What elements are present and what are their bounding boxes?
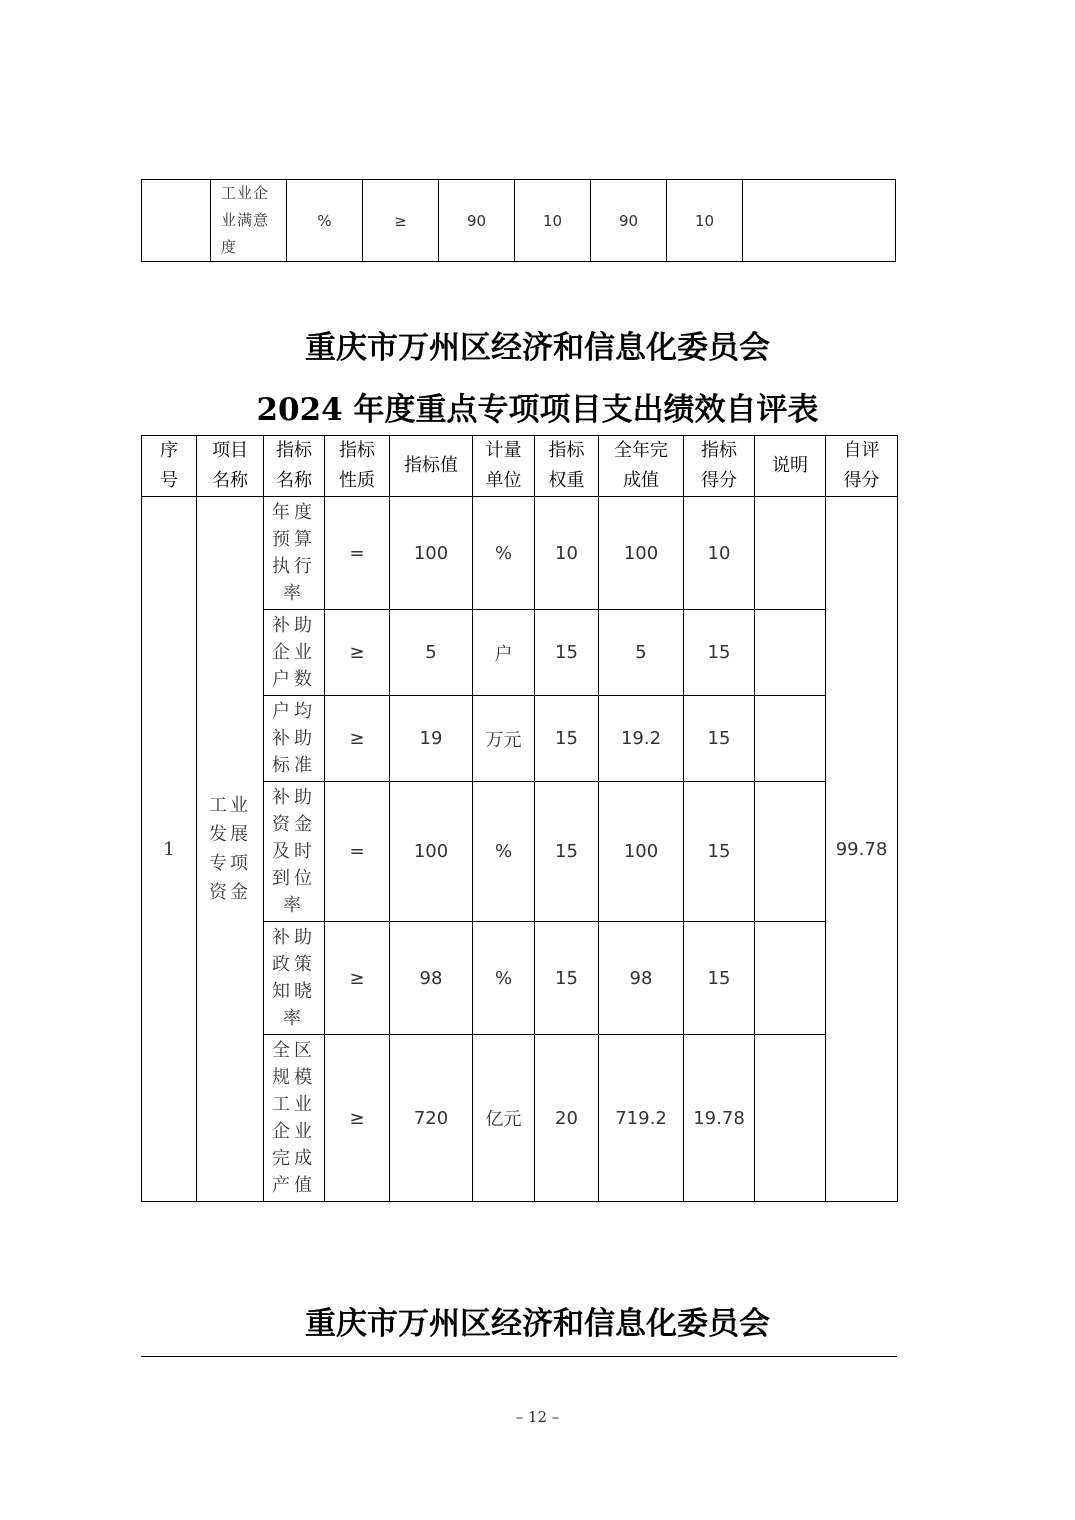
- value-cell: 720: [390, 1035, 473, 1202]
- header-cell: 指标 名称: [264, 436, 325, 497]
- nature-cell: =: [325, 782, 390, 922]
- actual-cell: 90: [591, 180, 667, 262]
- header-cell: 自评 得分: [826, 436, 898, 497]
- unit-cell: 亿元: [473, 1035, 535, 1202]
- nature-cell: ≥: [325, 610, 390, 696]
- indicator-name-cell: 年度 预算 执行 率: [264, 497, 325, 610]
- unit-cell: %: [473, 497, 535, 610]
- note-cell: [743, 180, 896, 262]
- note-cell: [755, 1035, 826, 1202]
- actual-cell: 98: [599, 922, 684, 1035]
- indicator-name-cell: 补助 资金 及时 到位 率: [264, 782, 325, 922]
- score-cell: 15: [684, 696, 755, 782]
- cell-text: 工业企 业满意 度: [221, 184, 270, 256]
- indicator-name-cell: 全区 规模 工业 企业 完成 产值: [264, 1035, 325, 1202]
- performance-table: [141, 435, 898, 1202]
- note-cell: [755, 497, 826, 610]
- value-cell: 100: [390, 497, 473, 610]
- nature-cell: ≥: [325, 696, 390, 782]
- project-name-cell: 工业 发展 专项 资金: [197, 497, 264, 1202]
- header-cell: 全年完 成值: [599, 436, 684, 497]
- value-cell: 90: [439, 180, 515, 262]
- self-score-cell: 99.78: [826, 497, 898, 1202]
- document-title-line1: 重庆市万州区经济和信息化委员会: [305, 330, 770, 366]
- unit-cell: 户: [473, 610, 535, 696]
- document-title-line2: 2024 年度重点专项项目支出绩效自评表: [256, 392, 819, 428]
- note-cell: [755, 610, 826, 696]
- score-cell: 15: [684, 922, 755, 1035]
- nature-cell: =: [325, 497, 390, 610]
- actual-cell: 100: [599, 782, 684, 922]
- header-cell: 指标值: [390, 436, 473, 497]
- unit-cell: %: [287, 180, 363, 262]
- page-number: – 12 –: [515, 1408, 560, 1426]
- weight-cell: 15: [535, 922, 599, 1035]
- nature-cell: ≥: [363, 180, 439, 262]
- actual-cell: 19.2: [599, 696, 684, 782]
- weight-cell: 10: [535, 497, 599, 610]
- weight-cell: 20: [535, 1035, 599, 1202]
- footer-divider: [141, 1356, 897, 1357]
- table-cell: [142, 180, 211, 262]
- indicator-name-cell: [211, 180, 287, 262]
- indicator-name-cell: 补助 政策 知晓 率: [264, 922, 325, 1035]
- score-cell: 10: [667, 180, 743, 262]
- table-row: [142, 497, 898, 610]
- note-cell: [755, 922, 826, 1035]
- unit-cell: %: [473, 922, 535, 1035]
- score-cell: 15: [684, 610, 755, 696]
- table-row: [142, 180, 896, 262]
- weight-cell: 15: [535, 782, 599, 922]
- nature-cell: ≥: [325, 1035, 390, 1202]
- header-cell: 序 号: [142, 436, 197, 497]
- value-cell: 100: [390, 782, 473, 922]
- weight-cell: 15: [535, 610, 599, 696]
- footer-organization: 重庆市万州区经济和信息化委员会: [305, 1306, 770, 1342]
- continuation-table: [141, 179, 896, 262]
- header-cell: 指标 性质: [325, 436, 390, 497]
- indicator-name-cell: 补助 企业 户数: [264, 610, 325, 696]
- header-cell: 项目 名称: [197, 436, 264, 497]
- note-cell: [755, 696, 826, 782]
- value-cell: 19: [390, 696, 473, 782]
- score-cell: 10: [684, 497, 755, 610]
- actual-cell: 5: [599, 610, 684, 696]
- header-cell: 指标 得分: [684, 436, 755, 497]
- actual-cell: 719.2: [599, 1035, 684, 1202]
- header-cell: 指标 权重: [535, 436, 599, 497]
- sequence-cell: 1: [142, 497, 197, 1202]
- note-cell: [755, 782, 826, 922]
- weight-cell: 15: [535, 696, 599, 782]
- header-cell: 说明: [755, 436, 826, 497]
- unit-cell: 万元: [473, 696, 535, 782]
- value-cell: 5: [390, 610, 473, 696]
- actual-cell: 100: [599, 497, 684, 610]
- header-row: [142, 436, 898, 497]
- weight-cell: 10: [515, 180, 591, 262]
- value-cell: 98: [390, 922, 473, 1035]
- indicator-name-cell: 户均 补助 标准: [264, 696, 325, 782]
- score-cell: 15: [684, 782, 755, 922]
- unit-cell: %: [473, 782, 535, 922]
- score-cell: 19.78: [684, 1035, 755, 1202]
- header-cell: 计量 单位: [473, 436, 535, 497]
- nature-cell: ≥: [325, 922, 390, 1035]
